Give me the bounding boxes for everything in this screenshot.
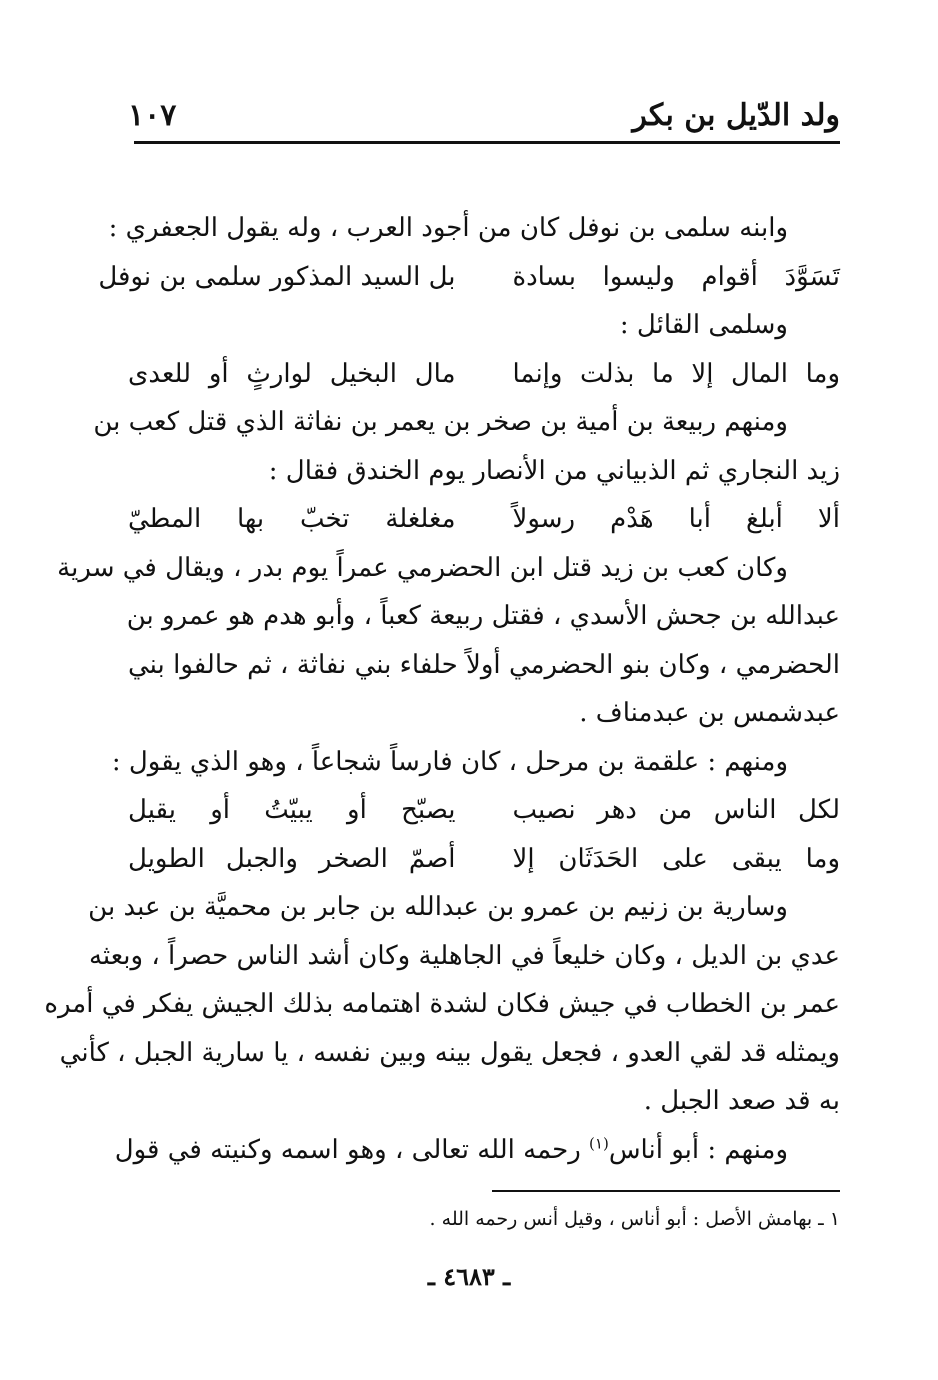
- header-rule: [134, 141, 840, 144]
- paragraph-line: وكان كعب بن زيد قتل ابن الحضرمي عمراً يوم بدر ، ويقال في سرية: [57, 552, 788, 583]
- paragraph-line-with-footnote: [114, 1126, 840, 1175]
- paragraph-line: به قد صعد الجبل .: [643, 1086, 840, 1116]
- paragraph-line: عبدالله بن جحش الأسدي ، فقتل ربيعة كعباً ، وأبو هدم هو عمرو بن: [126, 601, 840, 631]
- paragraph-line: عبدشمس بن عبدمناف .: [579, 698, 840, 728]
- verse-first-hemistich: ألا أبلغ أبا هَدْم رسولاً: [512, 504, 840, 534]
- page-header: [128, 96, 840, 140]
- body-text: [44, 204, 840, 1174]
- verse-first-hemistich: لكل الناس من دهر نصيب: [512, 795, 840, 825]
- paragraph-line: زيد النجاري ثم الذبياني من الأنصار يوم الخندق فقال :: [268, 455, 840, 486]
- verse-first-hemistich: وما المال إلا ما بذلت وإنما: [512, 358, 840, 389]
- verse-line: [98, 253, 840, 302]
- verse-second-hemistich: أصمّ الصخر والجبل الطويل: [128, 843, 456, 874]
- paragraph-line: ومنهم ربيعة بن أمية بن صخر بن يعمر بن نفاثة الذي قتل كعب بن: [93, 407, 788, 437]
- verse-second-hemistich: مال البخيل لوارثٍ أو للعدى: [128, 358, 456, 389]
- paragraph-line: وسارية بن زنيم بن عمرو بن عبدالله بن جابر بن محميَّة بن عبد بن: [88, 892, 788, 922]
- verse-line: [128, 495, 840, 544]
- page-number-top: ١٠٧: [128, 98, 177, 133]
- verse-second-hemistich: بل السيد المذكور سلمى بن نوفل: [98, 261, 456, 292]
- paragraph-line: الحضرمي ، وكان بنو الحضرمي أولاً حلفاء بني نفاثة ، ثم حالفوا بني: [128, 649, 840, 680]
- footnote-context-before: ومنهم : أبو أناس: [608, 1134, 788, 1165]
- verse-line: [128, 350, 840, 399]
- paragraph-line: ويمثله قد لقي العدو ، فجعل يقول بينه وبين نفسه ، يا سارية الجبل ، كأني: [59, 1037, 840, 1068]
- footnote-context-after: رحمه الله تعالى ، وهو اسمه وكنيته في قول: [114, 1134, 590, 1165]
- verse-first-hemistich: وما يبقى على الحَدَثَان إلا: [512, 843, 840, 874]
- footnote-marker: (١): [589, 1133, 609, 1152]
- paragraph-line: وسلمى القائل :: [619, 310, 788, 340]
- verse-line: [128, 786, 840, 835]
- page-number-bottom: ـ ٤٦٨٣ ـ: [427, 1262, 511, 1291]
- footnote-rule: [492, 1190, 840, 1192]
- running-title: ولد الدّيل بن بكر: [632, 98, 840, 133]
- verse-first-hemistich: تَسَوَّدَ أقوام وليسوا بسادة: [512, 261, 840, 292]
- paragraph-line: عدي بن الديل ، وكان خليعاً في الجاهلية وكان أشد الناس حصراً ، وبعثه: [88, 940, 840, 971]
- paragraph-line: وابنه سلمى بن نوفل كان من أجود العرب ، وله يقول الجعفري :: [108, 213, 788, 243]
- paragraph-line: عمر بن الخطاب في جيش فكان لشدة اهتمامه بذلك الجيش يفكر في أمره: [44, 989, 840, 1019]
- verse-second-hemistich: مغلغلة تخبّ بها المطيّ: [128, 504, 456, 534]
- verse-second-hemistich: يصبّح أو يبيّتُ أو يقيل: [128, 795, 456, 825]
- paragraph-line: ومنهم : علقمة بن مرحل ، كان فارساً شجاعاً ، وهو الذي يقول :: [111, 746, 788, 777]
- verse-line: [128, 835, 840, 884]
- footnote: ١ ـ بهامش الأصل : أبو أناس ، وقيل أنس رحمه الله .: [429, 1208, 840, 1230]
